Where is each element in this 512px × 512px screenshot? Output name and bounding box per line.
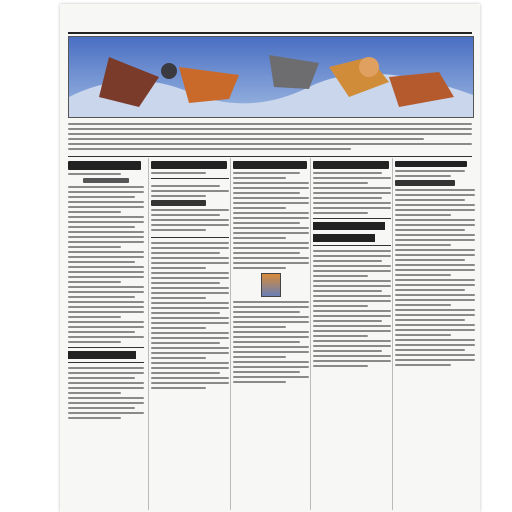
column-3 [230,158,309,510]
column-1 [68,158,144,510]
column-5 [392,158,475,510]
column-4 [310,158,391,510]
masthead [68,10,472,34]
section-divider [68,156,472,157]
intro-text-block [68,120,472,156]
thumbnail-image-icon [261,273,281,297]
hero-illustration-icon [69,37,473,117]
hero-illustration [68,36,474,118]
column-2 [148,158,229,510]
newspaper-page [60,4,480,512]
